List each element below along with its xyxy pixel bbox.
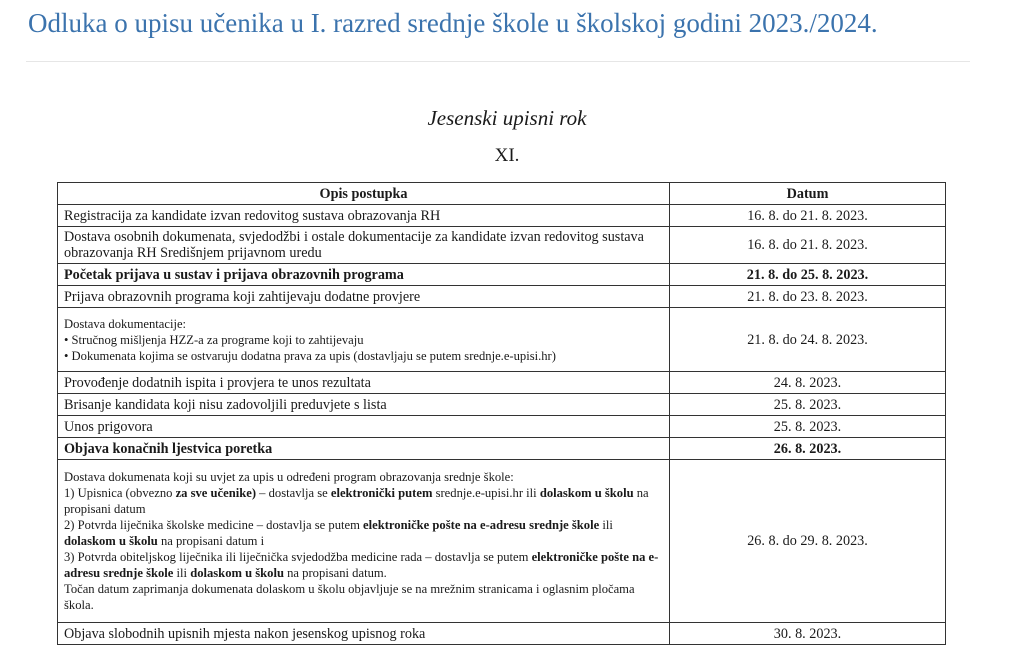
documentation-bullet: • Dokumenata kojima se ostvaruju dodatna prava za upis (dostavljaju se putem srednje.e-upisi.hr) <box>64 348 556 363</box>
table-row <box>58 623 946 645</box>
documents-item-2: 2) Potvrda liječnika školske medicine – dostavlja se putem elektroničke pošte na e-adresu srednje škole ili dolaskom u školu na propisani datum i <box>64 518 613 548</box>
row-description <box>58 460 670 623</box>
row-date: 25. 8. 2023. <box>670 416 946 438</box>
row-date: 30. 8. 2023. <box>670 623 946 645</box>
documents-item-3: 3) Potvrda obiteljskog liječnika ili liječnička svjedodžba medicine rada – dostavlja se putem elektroničke pošte na e-adresu srednje škole ili dolaskom u školu na propisani datum. <box>64 550 659 580</box>
row-description: Brisanje kandidata koji nisu zadovoljili preduvjete s lista <box>58 394 670 416</box>
row-date: 21. 8. do 25. 8. 2023. <box>670 264 946 286</box>
table-row <box>58 438 946 460</box>
row-description: Unos prigovora <box>58 416 670 438</box>
table-header-row <box>58 183 946 205</box>
documents-intro: Dostava dokumenata koji su uvjet za upis u određeni program obrazovanja srednje škole: <box>64 470 514 484</box>
row-description: Objava konačnih ljestvica poretka <box>58 438 670 460</box>
section-subtitle: Jesenski upisni rok <box>427 106 587 130</box>
table-row <box>58 308 946 372</box>
table-row <box>58 394 946 416</box>
row-description: Početak prijava u sustav i prijava obrazovnih programa <box>58 264 670 286</box>
row-description <box>58 308 670 372</box>
row-date: 21. 8. do 24. 8. 2023. <box>670 308 946 372</box>
row-description: Provođenje dodatnih ispita i provjera te unos rezultata <box>58 372 670 394</box>
section-number: XI. <box>494 145 520 166</box>
table-row <box>58 205 946 227</box>
row-date: 26. 8. 2023. <box>670 438 946 460</box>
row-description: Registracija za kandidate izvan redovitog sustava obrazovanja RH <box>58 205 670 227</box>
table-row <box>58 264 946 286</box>
row-date: 21. 8. do 23. 8. 2023. <box>670 286 946 308</box>
documents-item-1: 1) Upisnica (obvezno za sve učenike) – dostavlja se elektronički putem srednje.e-upisi.hr ili dolaskom u školu na propisani datum <box>64 486 649 516</box>
row-date: 25. 8. 2023. <box>670 394 946 416</box>
enrollment-schedule-table <box>57 182 946 645</box>
table-row <box>58 227 946 264</box>
page-title: Odluka o upisu učenika u I. razred srednje škole u školskoj godini 2023./2024. <box>28 8 878 38</box>
row-date: 16. 8. do 21. 8. 2023. <box>670 205 946 227</box>
column-header-date: Datum <box>670 183 946 205</box>
table-row <box>58 372 946 394</box>
row-date: 16. 8. do 21. 8. 2023. <box>670 227 946 264</box>
row-date: 26. 8. do 29. 8. 2023. <box>670 460 946 623</box>
documents-outro: Točan datum zaprimanja dokumenata dolaskom u školu objavljuje se na mrežnim stranicama i oglasnim pločama škola. <box>64 582 635 612</box>
documentation-heading: Dostava dokumentacije: <box>64 316 187 331</box>
column-header-description: Opis postupka <box>58 183 670 205</box>
row-description: Dostava osobnih dokumenata, svjedodžbi i ostale dokumentacije za kandidate izvan redovitog sustava obrazovanja RH Središnjem prijavnom uredu <box>58 227 670 264</box>
row-date: 24. 8. 2023. <box>670 372 946 394</box>
table-row <box>58 286 946 308</box>
row-description: Prijava obrazovnih programa koji zahtijevaju dodatne provjere <box>58 286 670 308</box>
row-description: Objava slobodnih upisnih mjesta nakon jesenskog upisnog roka <box>58 623 670 645</box>
table-row <box>58 460 946 623</box>
documentation-bullet: • Stručnog mišljenja HZZ-a za programe koji to zahtijevaju <box>64 332 364 347</box>
title-divider <box>26 61 970 62</box>
table-row <box>58 416 946 438</box>
